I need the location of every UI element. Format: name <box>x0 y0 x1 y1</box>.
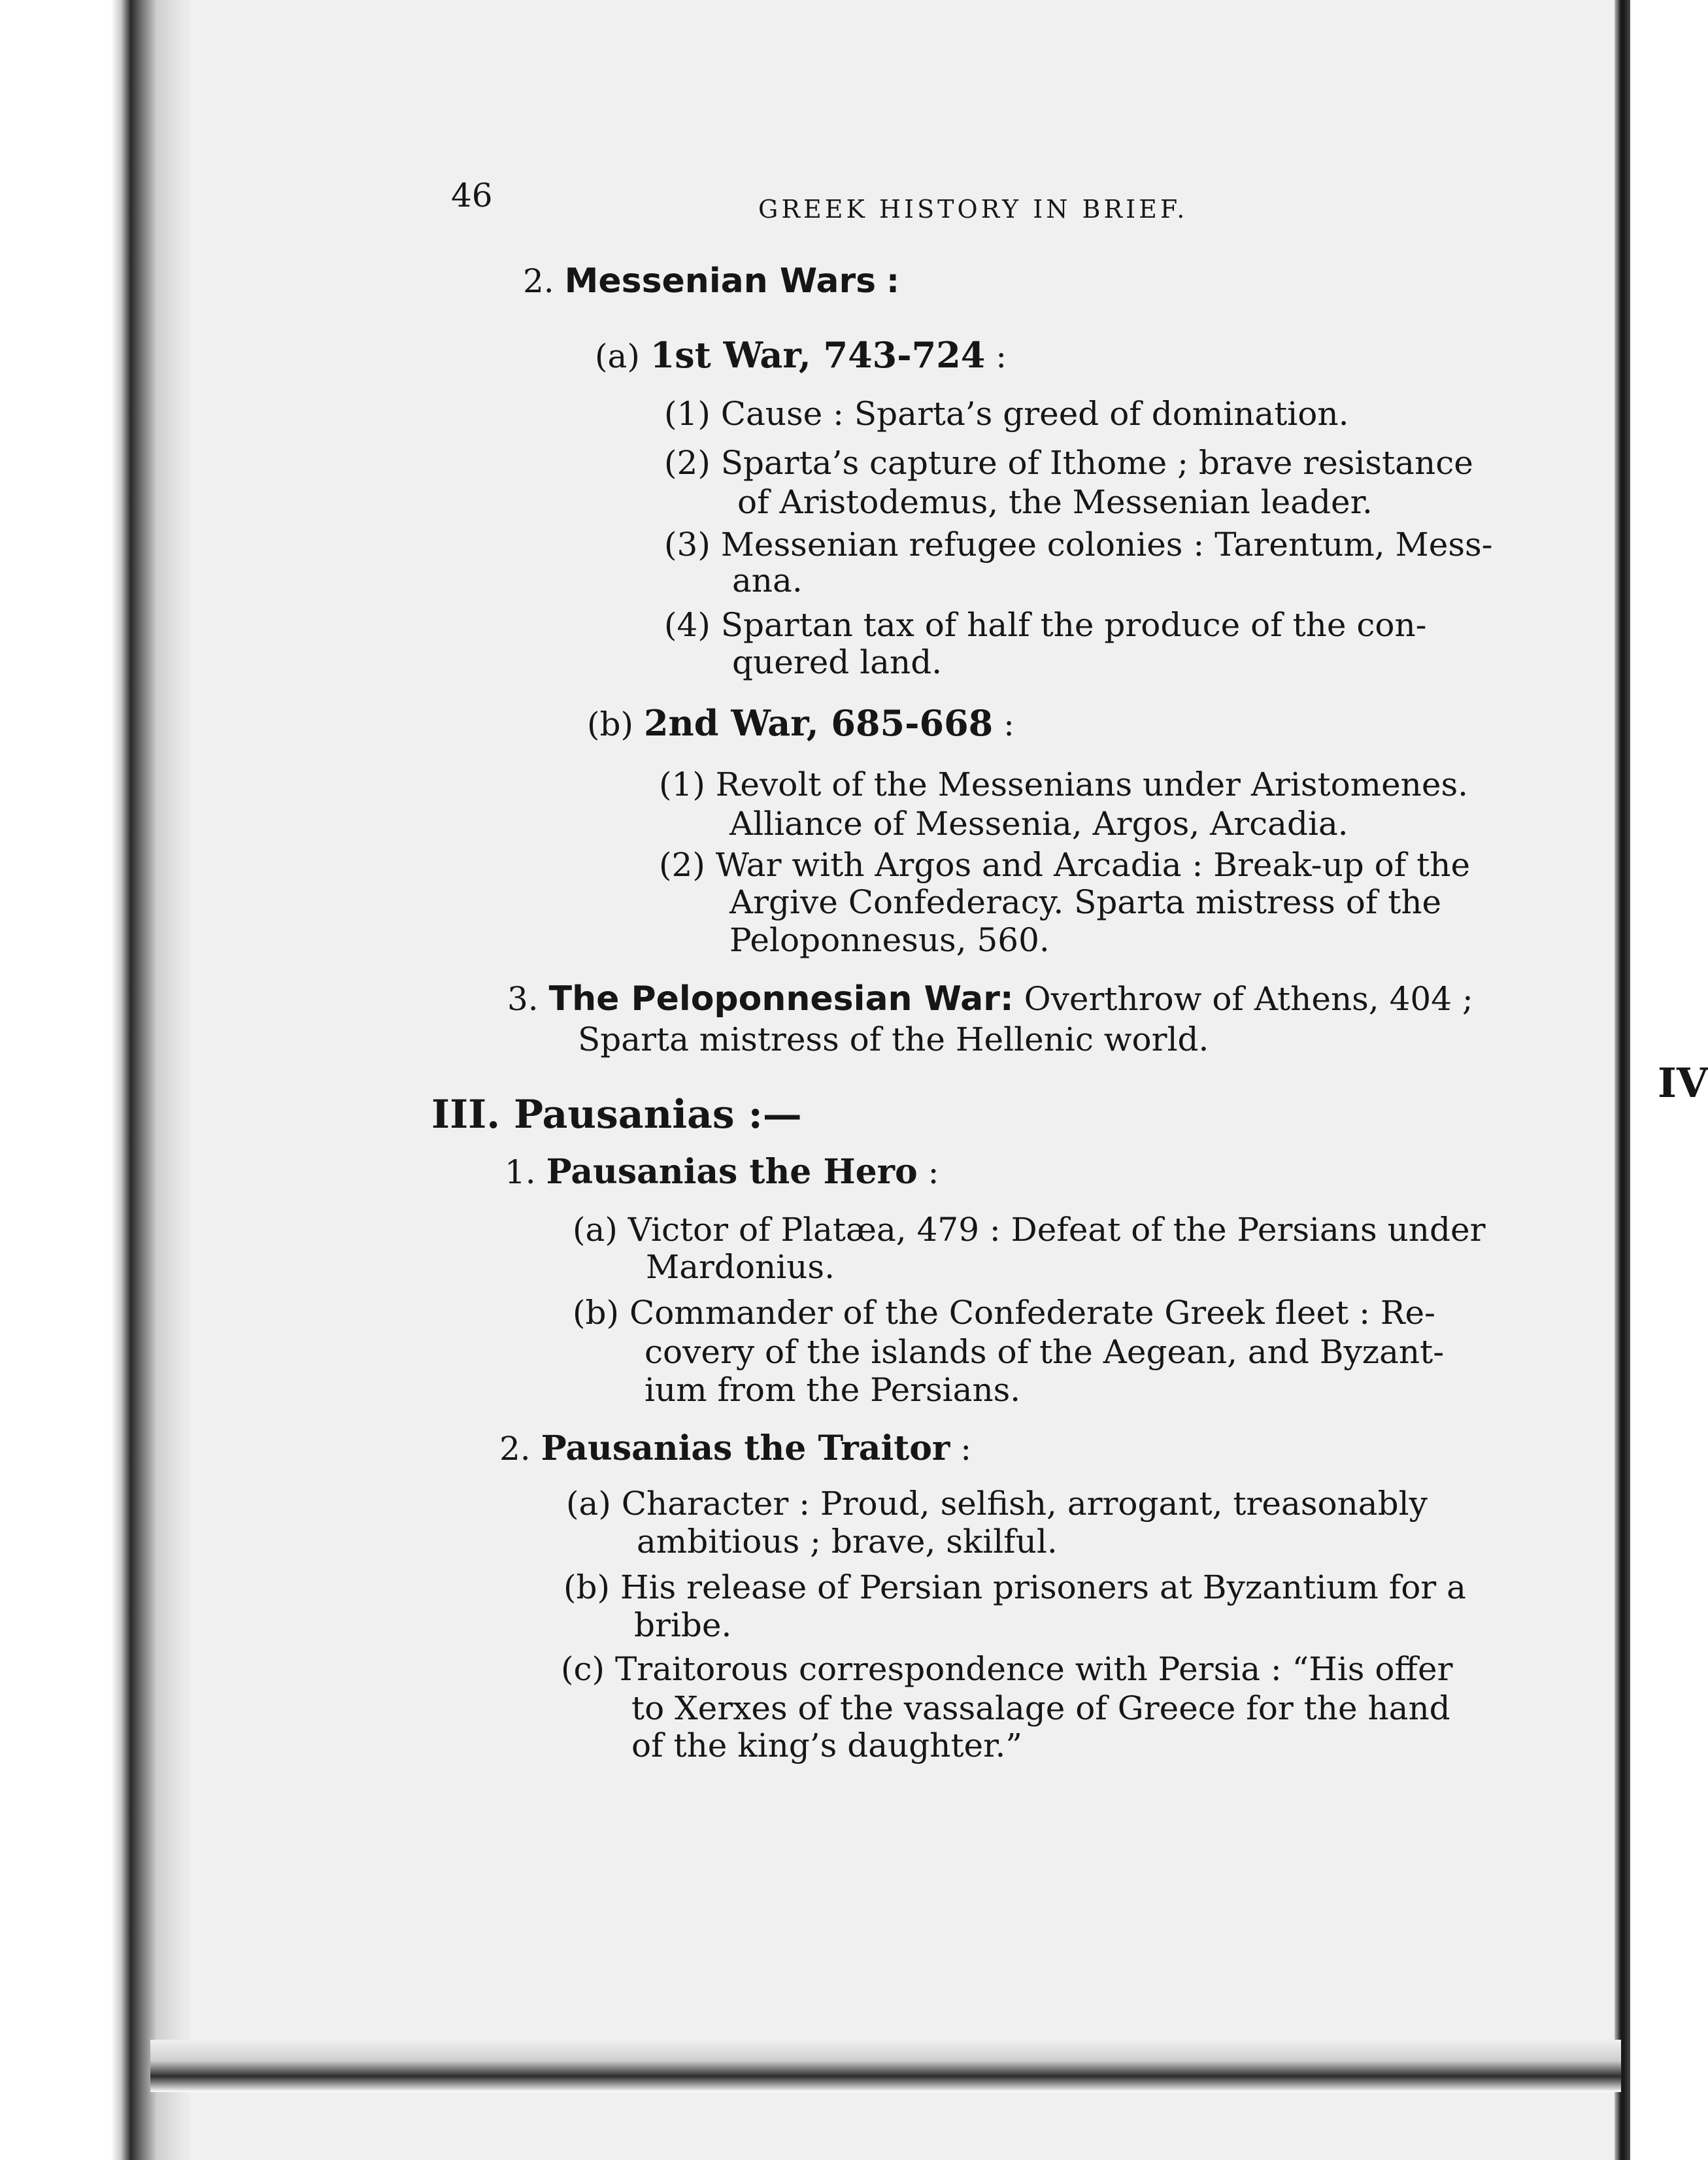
entry-line <box>664 607 1427 643</box>
entry-line <box>573 1294 1435 1331</box>
entry-continuation: of Aristodemus, the Messenian leader. <box>737 483 1373 521</box>
item-heading: Pausanias the Traitor <box>541 1428 950 1468</box>
heading-colon: : <box>1003 705 1015 743</box>
entry-text: Character : Proud, selfish, arrogant, treasonably <box>621 1485 1428 1523</box>
entry-continuation: ium from the Persians. <box>645 1371 1021 1409</box>
entry-line <box>563 1569 1466 1606</box>
entry-line <box>664 445 1473 481</box>
item-label: (2) <box>664 444 711 482</box>
entry-continuation: Mardonius. <box>646 1248 835 1286</box>
item-label: (b) <box>573 1294 620 1332</box>
item-label: (a) <box>595 337 640 375</box>
section-heading <box>507 981 1473 1017</box>
item-label: (3) <box>664 526 711 564</box>
entry-continuation: bribe. <box>634 1606 732 1644</box>
entry-continuation: covery of the islands of the Aegean, and Byzant- <box>645 1333 1445 1371</box>
entry-continuation: of the king’s daughter.” <box>631 1727 1022 1764</box>
entry-text: Cause : Sparta’s greed of domination. <box>720 395 1349 433</box>
entry-line <box>659 847 1470 883</box>
entry-line <box>573 1211 1486 1248</box>
page-number: 46 <box>451 177 493 214</box>
item-heading: 2nd War, 685-668 <box>643 702 994 744</box>
entry-text: Commander of the Confederate Greek fleet : Re- <box>629 1294 1435 1332</box>
section-heading <box>499 1430 971 1467</box>
entry-continuation: Sparta mistress of the Hellenic world. <box>578 1021 1209 1058</box>
item-number: 3. <box>507 980 539 1018</box>
item-label: (1) <box>664 395 711 433</box>
part-heading: III. Pausanias :— <box>431 1092 802 1138</box>
item-number: 1. <box>505 1153 536 1191</box>
entry-text: Traitorous correspondence with Persia : “His offer <box>614 1650 1453 1688</box>
entry-text: Sparta’s capture of Ithome ; brave resistance <box>720 444 1473 482</box>
entry-text: Spartan tax of half the produce of the con- <box>720 606 1427 644</box>
subsection-heading <box>587 702 1015 744</box>
facing-page-mark: IV <box>1658 1059 1708 1107</box>
entry-continuation: quered land. <box>732 643 943 681</box>
entry-text: Victor of Platæa, 479 : Defeat of the Persians under <box>628 1211 1486 1249</box>
entry-line <box>664 396 1349 432</box>
item-label: (1) <box>659 766 705 803</box>
entry-continuation: ana. <box>732 562 803 599</box>
section-heading <box>523 263 899 299</box>
entry-line <box>664 526 1493 563</box>
entry-text: Revolt of the Messenians under Aristomenes. <box>715 766 1469 803</box>
section-heading <box>505 1154 939 1190</box>
heading-colon: : <box>928 1153 939 1191</box>
subsection-heading <box>595 334 1007 376</box>
item-label: (4) <box>664 606 711 644</box>
entry-line <box>566 1485 1428 1522</box>
running-head: GREEK HISTORY IN BRIEF. <box>758 195 1188 224</box>
entry-text: Overthrow of Athens, 404 ; <box>1024 980 1473 1018</box>
entry-continuation: ambitious ; brave, skilful. <box>637 1523 1058 1561</box>
entry-text: His release of Persian prisoners at Byzantium for a <box>620 1568 1466 1606</box>
item-label: (c) <box>561 1650 605 1688</box>
item-label: (a) <box>566 1485 611 1523</box>
item-heading: 1st War, 743-724 <box>650 334 986 376</box>
heading-colon: : <box>886 262 899 300</box>
item-label: (a) <box>573 1211 618 1249</box>
item-label: (b) <box>587 705 634 743</box>
entry-continuation: Alliance of Messenia, Argos, Arcadia. <box>729 805 1348 843</box>
item-heading: The Peloponnesian War: <box>548 979 1014 1019</box>
item-heading: Messenian Wars <box>564 262 877 301</box>
entry-continuation: Argive Confederacy. Sparta mistress of the <box>729 883 1442 921</box>
entry-continuation: Peloponnesus, 560. <box>729 921 1050 959</box>
entry-line <box>659 766 1468 803</box>
heading-colon: : <box>996 337 1007 375</box>
item-label: (b) <box>563 1568 611 1606</box>
entry-continuation: to Xerxes of the vassalage of Greece for the hand <box>631 1689 1450 1727</box>
entry-line <box>561 1651 1452 1687</box>
item-heading: Pausanias the Hero <box>546 1152 918 1192</box>
heading-colon: : <box>960 1430 972 1468</box>
item-number: 2. <box>499 1430 531 1468</box>
entry-text: Messenian refugee colonies : Tarentum, Mess- <box>720 526 1493 564</box>
item-label: (2) <box>659 846 705 884</box>
item-number: 2. <box>523 262 554 300</box>
entry-text: War with Argos and Arcadia : Break-up of the <box>715 846 1471 884</box>
